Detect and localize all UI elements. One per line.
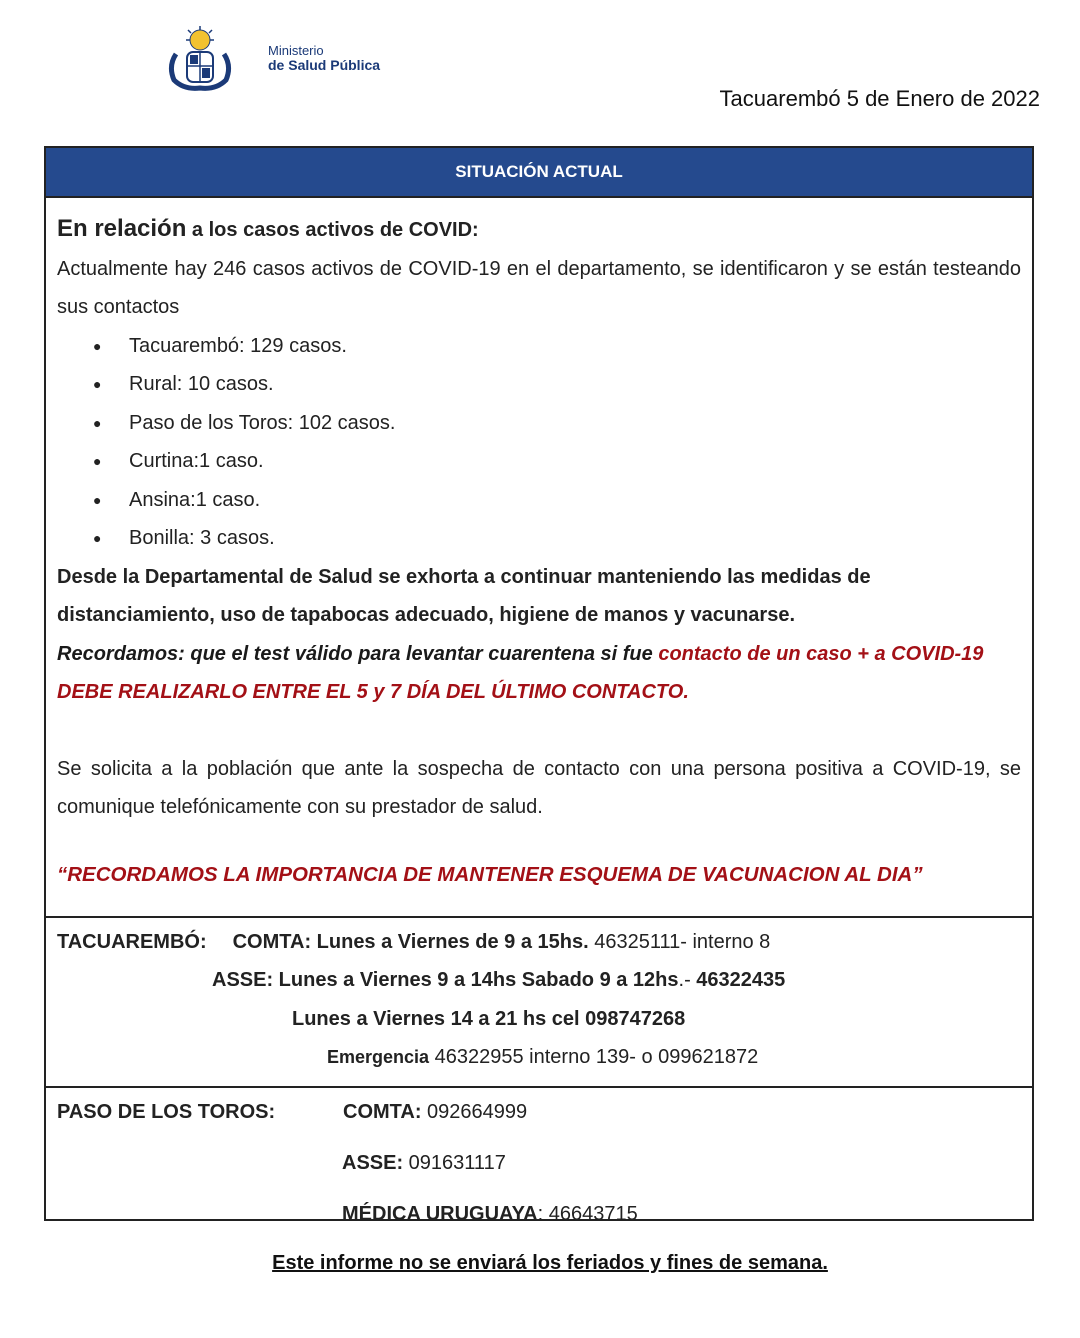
paso-medica [342,1203,638,1226]
paso-comta [343,1101,527,1124]
medica-label: MÉDICA URUGUAYA [342,1203,538,1225]
comta-phone: 092664999 [421,1101,528,1123]
locations-list [57,327,1021,558]
reminder-paragraph [57,635,1021,712]
comta-label: COMTA: [343,1101,422,1123]
tacuarembo-comta-row [57,931,770,954]
paso-comta-row [57,1101,275,1124]
list-item: ● Tacuarembó: 129 casos. [129,327,1021,366]
asse-hours: ASSE: Lunes a Viernes 9 a 14hs Sabado 9 a 12hs [212,969,679,991]
current-situation-section [46,198,1032,918]
asse-phone: 46322435 [696,969,786,991]
report-date: Tacuarembó 5 de Enero de 2022 [719,86,1040,111]
uruguay-coat-of-arms-icon [160,26,240,92]
intro-paragraph: Actualmente hay 246 casos activos de COVID-19 en el departamento, se identificaron y se están testeando sus contactos [57,257,1021,318]
vaccination-slogan: “RECORDAMOS LA IMPORTANCIA DE MANTENER ESQUEMA DE VACUNACION AL DIA” [57,863,923,886]
contact-advice-paragraph: Se solicita a la población que ante la sospecha de contacto con una persona positiva a COVID-19, se comunique telefónicamente con su prestador de salud. [57,757,1021,818]
section-heading [57,210,1021,250]
asse-sep: .- [678,969,697,991]
asse-label: ASSE: [342,1152,404,1174]
tacuarembo-contacts [46,918,1032,1088]
heading-big: En relación [57,215,187,242]
table-header: SITUACIÓN ACTUAL [46,148,1032,198]
ministry-line2: de Salud Pública [268,57,381,73]
reminder-highlight: contacto de un caso + a COVID-19 DEBE REALIZARLO ENTRE EL 5 y 7 DÍA DEL ÚLTIMO CONTACTO. [57,642,984,703]
asse-phone: 091631117 [403,1152,506,1174]
list-item: ● Curtina:1 caso. [129,442,1021,481]
list-item: ● Bonilla: 3 casos. [129,519,1021,558]
tacuarembo-emergency-row [327,1046,758,1069]
paso-asse [342,1152,506,1175]
list-item: ● Ansina:1 caso. [129,481,1021,520]
place-label: PASO DE LOS TOROS: [57,1101,276,1123]
emergency-label: Emergencia [327,1047,430,1067]
exhort-paragraph: Desde la Departamental de Salud se exhorta a continuar manteniendo las medidas de distanciamiento, uso de tapabocas adecuado, higiene de manos y vacunarse. [57,565,871,626]
tacuarembo-asse-row [212,969,785,992]
ministry-line1: Ministerio [268,43,324,58]
coat-of-arms-logo [160,26,240,92]
heading-rest: a los casos activos de COVID: [186,219,479,241]
list-item: ● Paso de los Toros: 102 casos. [129,404,1021,443]
reminder-lead: Recordamos: que el test válido para levantar cuarentena si fue [57,642,659,665]
list-item: ● Rural: 10 casos. [129,365,1021,404]
place-label: TACUAREMBÓ: [57,931,207,953]
ministry-name [268,44,380,72]
comta-hours: COMTA: Lunes a Viernes de 9 a 15hs. [232,931,589,953]
emergency-phones: 46322955 interno 139- o 099621872 [429,1046,759,1068]
footer-notice: Este informe no se enviará los feriados y fines de semana. [272,1252,828,1274]
report-table [44,146,1034,1225]
comta-phone: 46325111- interno 8 [588,931,771,953]
tacuarembo-evening-row: Lunes a Viernes 14 a 21 hs cel 098747268 [292,1008,686,1030]
paso-contacts [46,1088,1032,1239]
medica-phone: : 46643715 [537,1203,638,1225]
